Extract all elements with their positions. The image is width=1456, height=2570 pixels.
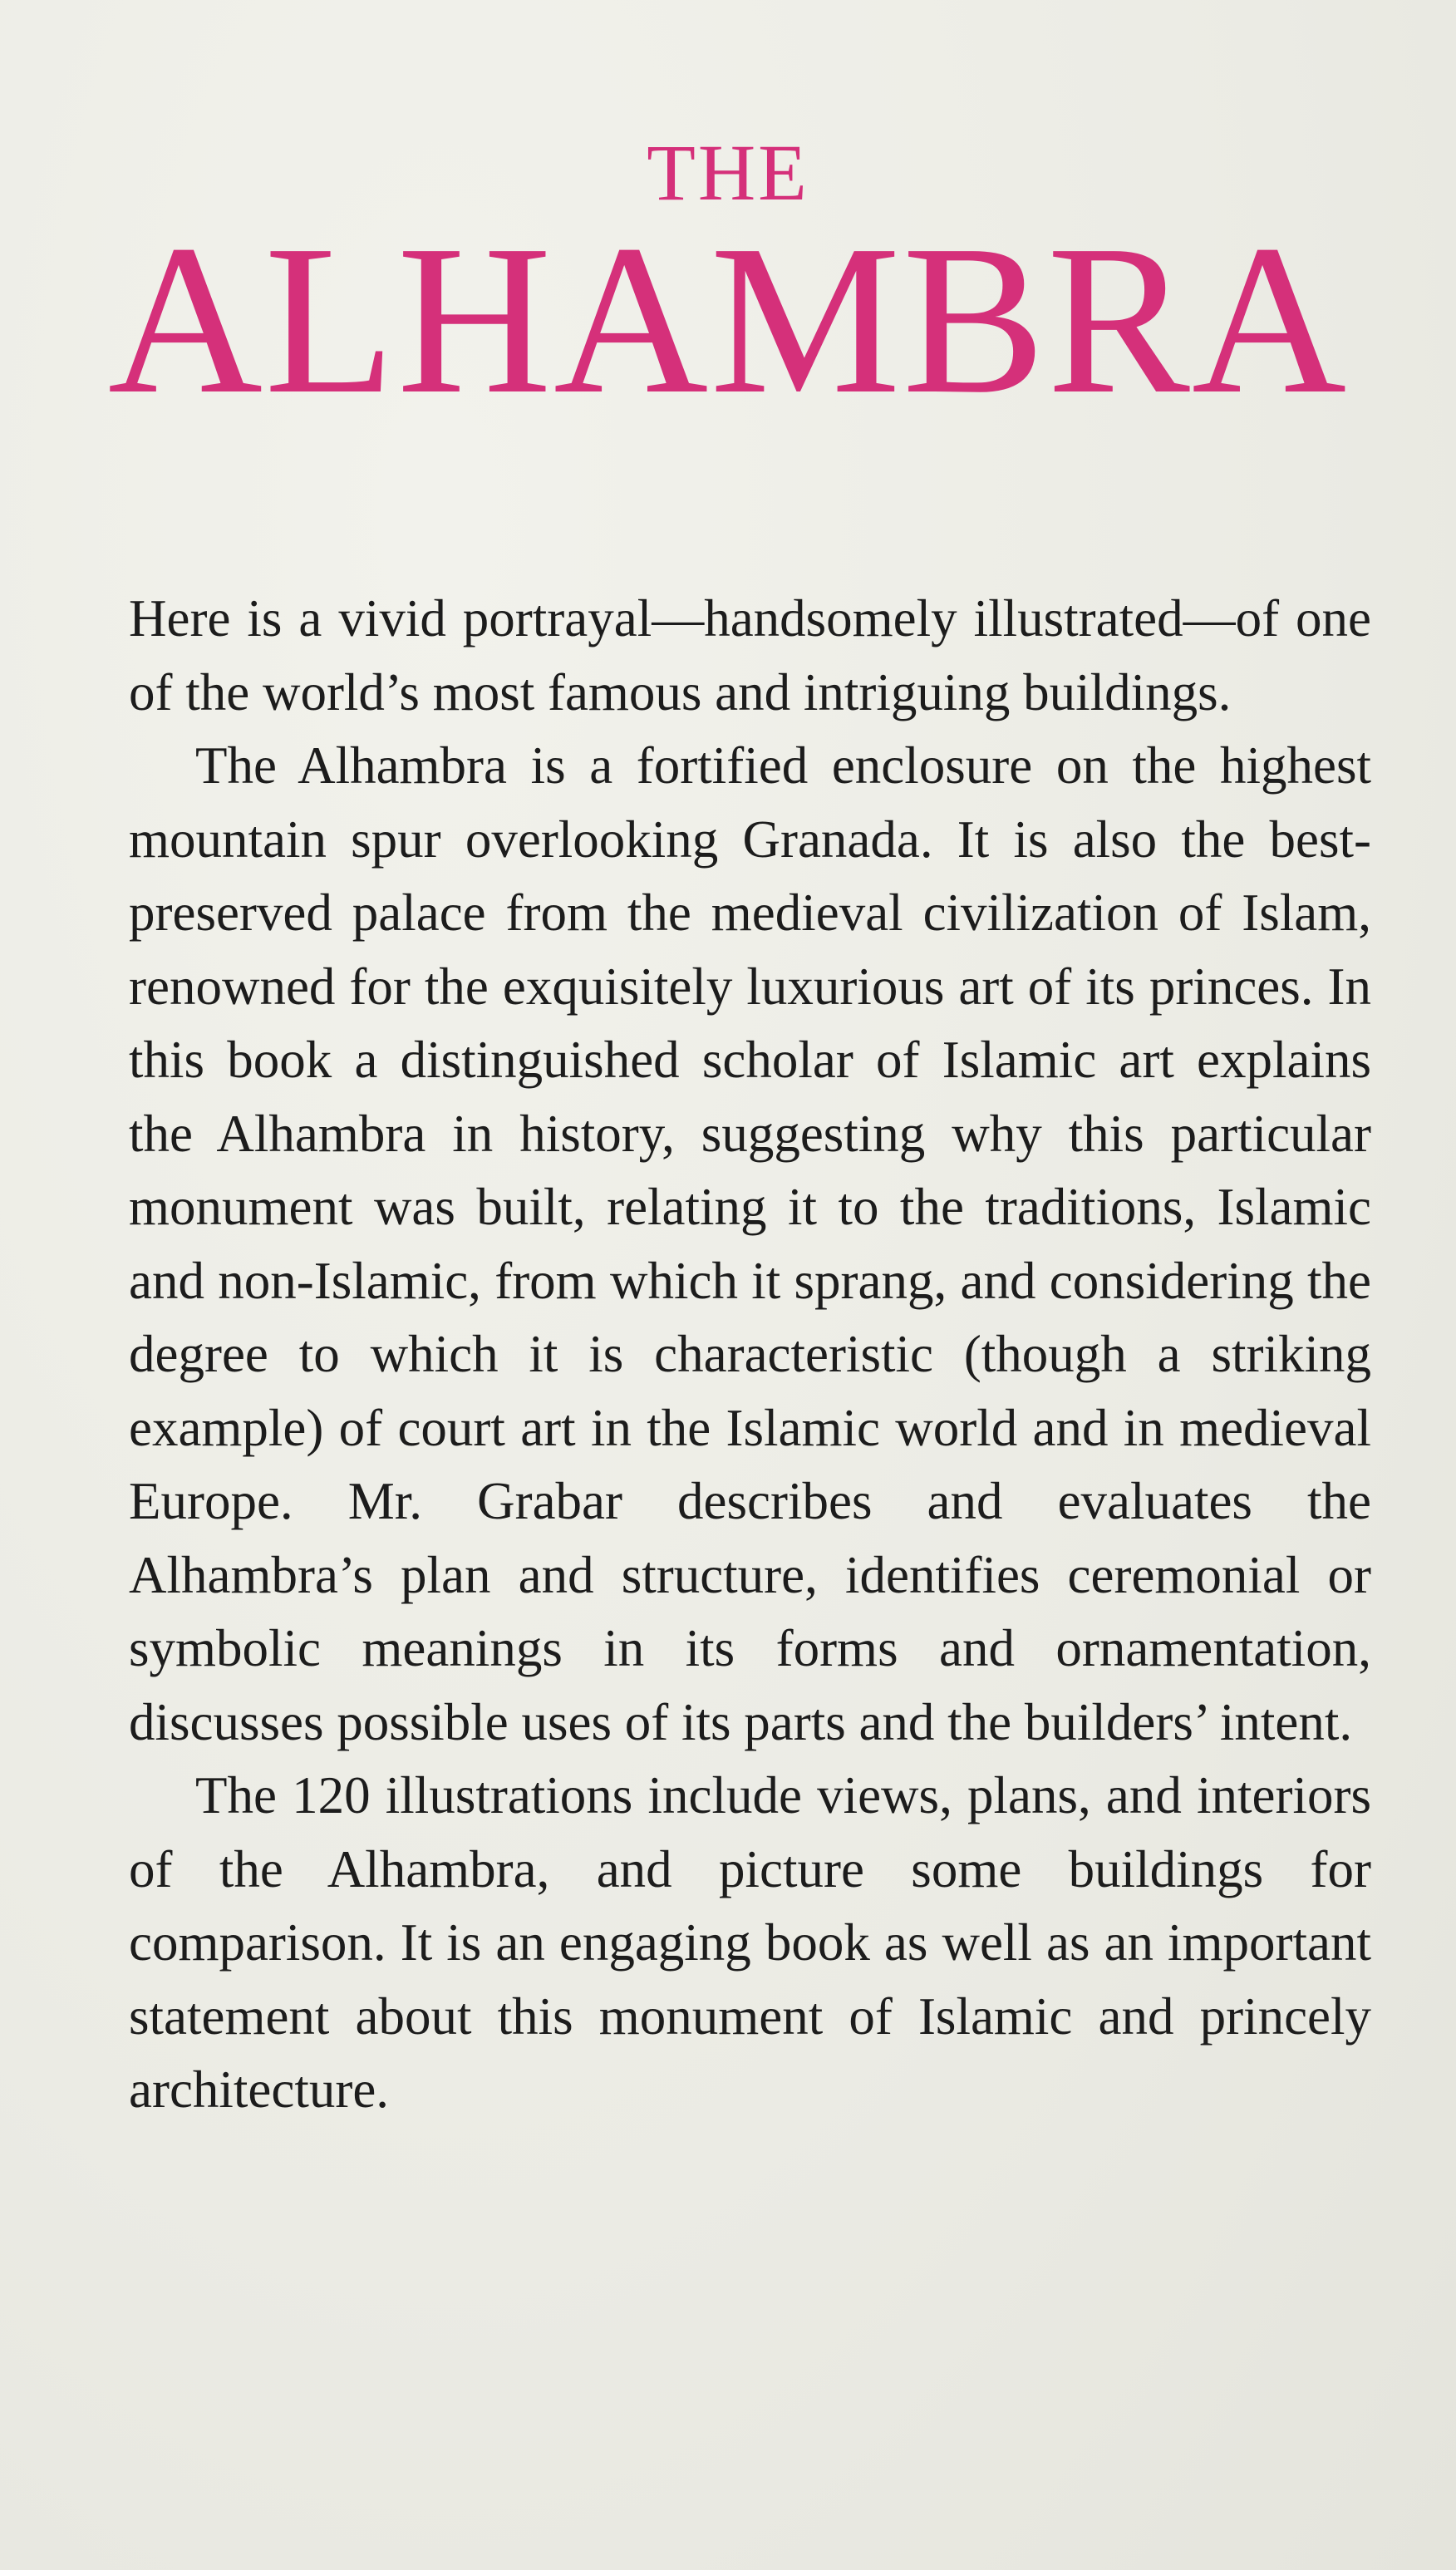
paragraph-illustrations: The 120 illustrations include views, plans, and interiors of the Alhambra, and picture some buildings for comparison. It is an engaging book as well as an important statement about this monument of Islamic and princely architecture.	[129, 1766, 1371, 2119]
paragraph-intro: Here is a vivid portrayal—handsomely illustrated—of one of the world’s most famous and intriguing buildings.	[129, 589, 1371, 721]
paragraph-description: The Alhambra is a fortified enclosure on the highest mountain spur overlooking Granada. It is also the best-preserved palace from the medieval civilization of Islam, renowned for the exquisitely luxurious art of its princes. In this book a distinguished scholar of Islamic art explains the Alhambra in history, suggesting why this particular monument was built, relating it to the traditions, Islamic and non-Islamic, from which it sprang, and considering the degree to which it is characteristic (though a striking example) of court art in the Islamic world and in medieval Europe. Mr. Grabar describes and evaluates the Alhambra’s plan and structure, identifies ceremonial or symbolic meanings in its forms and ornamentation, discusses possible uses of its parts and the builders’ intent.	[129, 736, 1371, 1751]
description-text	[129, 582, 1371, 2127]
book-title: ALHAMBRA	[107, 200, 1349, 438]
title-the: THE	[647, 128, 809, 217]
